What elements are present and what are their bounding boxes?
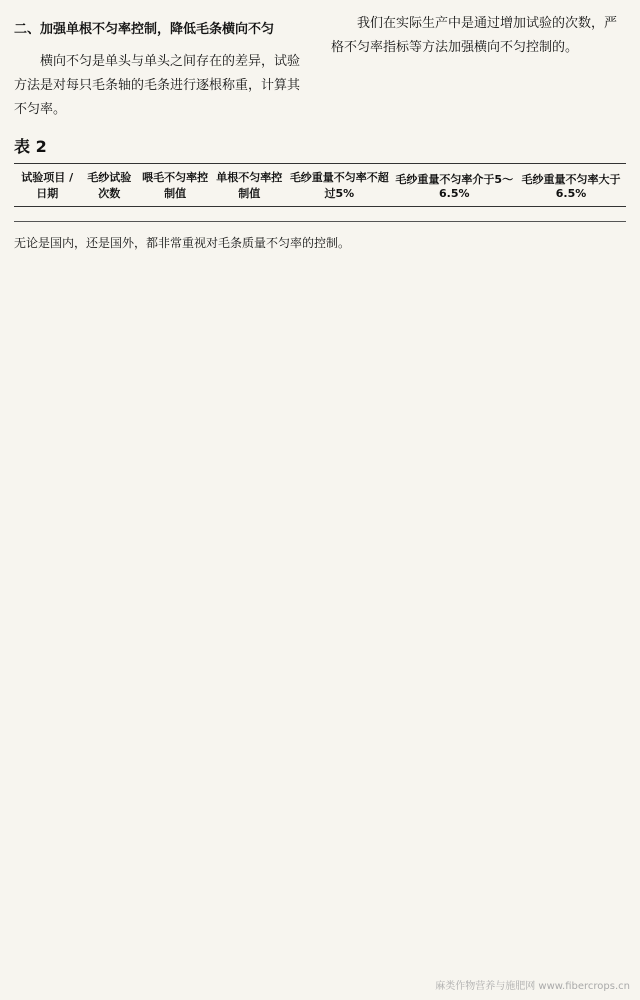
method-paragraph: 我们在实际生产中是通过增加试验的次数，严格不匀率指标等方法加强横向不匀控制的。 — [331, 16, 618, 55]
column-right — [331, 12, 626, 130]
header-cell: 喂毛不匀率控制值 — [138, 164, 212, 207]
table-title: 表 2 — [14, 137, 47, 156]
body-columns — [14, 12, 626, 130]
section-heading: 二、加强单根不匀率控制，降低毛条横向不匀 — [14, 22, 275, 37]
closing-excerpt: 无论是国内，还是国外，都非常重视对毛条质量不匀率的控制。 — [14, 221, 626, 254]
header-cell: 单根不匀率控制值 — [212, 164, 286, 207]
intro-paragraph: 横向不匀是单头与单头之间存在的差异，试验方法是对每只毛条轴的毛条进行逐根称重，计算其不匀率。 — [14, 54, 301, 117]
header-cell: 毛纱重量不匀率大于6.5% — [516, 164, 626, 207]
site-watermark: 麻类作物营养与施肥网 www.fibercrops.cn — [435, 981, 630, 992]
header-cell: 毛纱试验次数 — [80, 164, 138, 207]
header-cell: 试验项目 / 日期 — [14, 164, 80, 207]
column-left — [14, 12, 309, 130]
header-cell: 毛纱重量不匀率不超过5% — [286, 164, 392, 207]
results-table — [14, 163, 626, 207]
table-header-row — [14, 164, 626, 207]
header-cell: 毛纱重量不匀率介于5～6.5% — [392, 164, 516, 207]
